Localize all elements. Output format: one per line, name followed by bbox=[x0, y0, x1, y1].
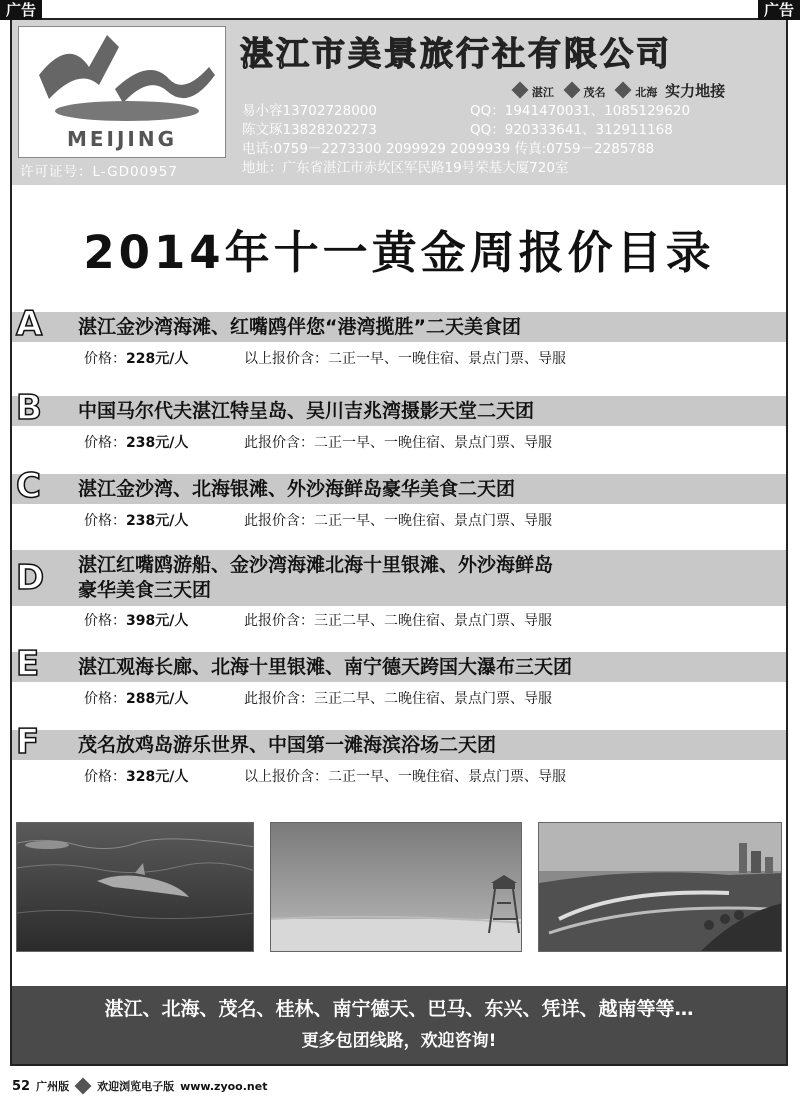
destinations: 湛江、北海、茂名、桂林、南宁德天、巴马、东兴、凭详、越南等等… bbox=[104, 998, 694, 1020]
page-title: 2014年十一黄金周报价目录 bbox=[83, 226, 715, 279]
ad-label-left: 广告 bbox=[0, 0, 42, 20]
tour-price bbox=[84, 610, 188, 630]
price-label: 价格： bbox=[84, 613, 126, 629]
location-item: 茂名 bbox=[583, 86, 606, 99]
company-logo bbox=[18, 26, 226, 158]
tour-includes: 以上报价含：二正一早、一晚住宿、景点门票、导服 bbox=[244, 769, 566, 785]
diamond-icon bbox=[615, 82, 632, 99]
contact-person: 易小容13702728000 bbox=[242, 103, 377, 119]
tour-includes: 此报价含：三正二早、二晚住宿、景点门票、导服 bbox=[244, 691, 552, 707]
price-value: 238元/人 bbox=[126, 513, 189, 529]
price-value: 238元/人 bbox=[126, 435, 189, 451]
location-item: 湛江 bbox=[531, 86, 554, 99]
tour-letter: C bbox=[16, 466, 41, 506]
contact-qq: QQ：1941470031、1085129620 bbox=[470, 103, 691, 119]
tour-includes: 以上报价含：二正一早、一晚住宿、景点门票、导服 bbox=[244, 351, 566, 367]
tour-price bbox=[84, 766, 188, 786]
tour-letter: E bbox=[16, 644, 40, 684]
website-link[interactable]: www.zyoo.net bbox=[180, 1079, 268, 1093]
photo-coastline bbox=[538, 822, 782, 952]
ad-label-right: 广告 bbox=[758, 0, 800, 20]
header bbox=[12, 20, 786, 185]
tour-includes: 此报价含：二正一早、一晚住宿、景点门票、导服 bbox=[244, 513, 552, 529]
price-value: 328元/人 bbox=[126, 769, 189, 785]
contact-person: 陈文琢13828202273 bbox=[242, 122, 377, 138]
price-value: 398元/人 bbox=[126, 613, 189, 629]
price-label: 价格： bbox=[84, 769, 126, 785]
address: 地址：广东省湛江市赤坎区军民路19号荣基大厦720室 bbox=[242, 160, 569, 176]
tour-letter: D bbox=[16, 558, 45, 598]
tour-name: 茂名放鸡岛游乐世界、中国第一滩海滨浴场二天团 bbox=[78, 734, 497, 756]
tour-name-line-2: 豪华美食三天团 bbox=[78, 579, 212, 601]
tour-name: 湛江金沙湾、北海银滩、外沙海鲜岛豪华美食二天团 bbox=[78, 478, 516, 500]
logo-text: MEIJING bbox=[66, 127, 178, 151]
tour-letter: B bbox=[16, 388, 42, 428]
price-label: 价格： bbox=[84, 691, 126, 707]
tour-name: 湛江红嘴鸥游船、金沙湾海滩北海十里银滩、外沙海鲜岛 bbox=[78, 554, 554, 576]
company-name: 湛江市美景旅行社有限公司 bbox=[240, 34, 672, 73]
slogan: 实力地接 bbox=[665, 82, 726, 100]
price-value: 288元/人 bbox=[126, 691, 189, 707]
contact-block bbox=[242, 102, 691, 178]
service-locations bbox=[512, 80, 725, 101]
diamond-icon bbox=[512, 82, 529, 99]
edition-label: 广州版 bbox=[36, 1080, 70, 1093]
inquiry-note: 更多包团线路，欢迎咨询! bbox=[301, 1031, 497, 1051]
tour-price bbox=[84, 432, 188, 452]
browse-text: 欢迎浏览电子版 bbox=[97, 1080, 175, 1093]
price-label: 价格： bbox=[84, 435, 126, 451]
contact-qq: QQ：920333641、312911168 bbox=[470, 122, 673, 138]
price-value: 228元/人 bbox=[126, 351, 189, 367]
tour-letter: F bbox=[16, 722, 40, 762]
photo-beach-tower bbox=[270, 822, 522, 952]
location-item: 北海 bbox=[635, 86, 658, 99]
diamond-icon bbox=[75, 1078, 92, 1095]
tour-includes: 此报价含：三正二早、二晚住宿、景点门票、导服 bbox=[244, 613, 552, 629]
price-label: 价格： bbox=[84, 513, 126, 529]
phone-fax: 电话:0759－2273300 2099929 2099939 传真:0759－2285788 bbox=[242, 141, 655, 157]
license-number: 许可证号：L-GD00957 bbox=[20, 164, 178, 180]
contact-row bbox=[242, 121, 673, 140]
tour-name: 中国马尔代夫湛江特呈岛、吴川吉兆湾摄影天堂二天团 bbox=[78, 400, 535, 422]
photo-dolphin bbox=[16, 822, 254, 952]
tour-includes: 此报价含：二正一早、一晚住宿、景点门票、导服 bbox=[244, 435, 552, 451]
tour-name: 湛江观海长廊、北海十里银滩、南宁德天跨国大瀑布三天团 bbox=[78, 656, 573, 678]
page-number: 52 bbox=[12, 1078, 31, 1094]
logo-swoosh-icon bbox=[19, 27, 225, 127]
tour-price bbox=[84, 348, 188, 368]
diamond-icon bbox=[563, 82, 580, 99]
page-footer bbox=[12, 1078, 267, 1094]
tour-name: 湛江金沙湾海滩、红嘴鸥伴您“港湾揽胜”二天美食团 bbox=[78, 316, 521, 338]
price-label: 价格： bbox=[84, 351, 126, 367]
ad-frame bbox=[10, 18, 788, 1066]
tour-letter: A bbox=[16, 304, 43, 344]
tour-price bbox=[84, 688, 188, 708]
tour-price bbox=[84, 510, 188, 530]
contact-row bbox=[242, 102, 691, 121]
